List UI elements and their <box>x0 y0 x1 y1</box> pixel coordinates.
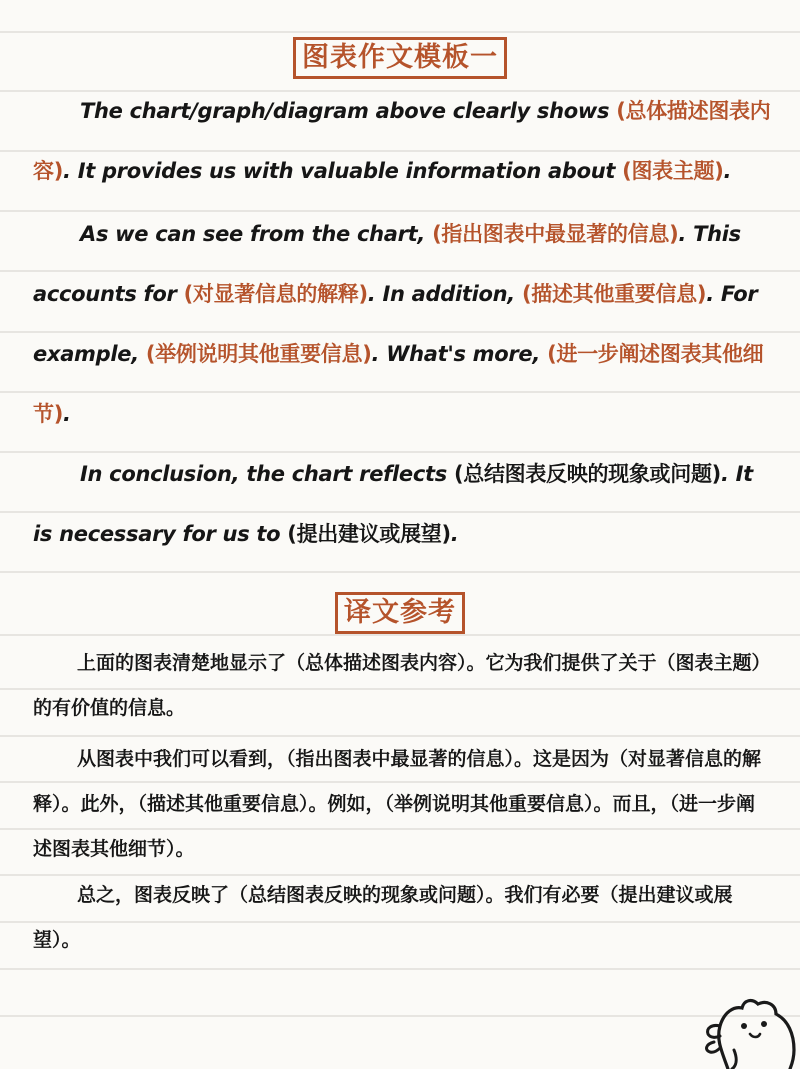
template-text: . In addition, <box>367 282 522 306</box>
template-text: In conclusion, the chart reflects <box>80 462 454 486</box>
rule-line <box>0 571 800 573</box>
placeholder-chinese: (总体描述图表内容) <box>33 99 771 183</box>
template-text: . What's more, <box>371 342 548 366</box>
template-text: The chart/graph/diagram above clearly shows <box>80 99 617 123</box>
placeholder-chinese: (提出建议或展望) <box>287 522 451 546</box>
translation-text-3: 总之，图表反映了（总结图表反映的现象或问题）。我们有必要（提出建议或展望）。 <box>33 884 733 951</box>
template-paragraph-3 <box>33 444 773 564</box>
translation-paragraph-1 <box>33 641 773 731</box>
placeholder-chinese: (指出图表中最显著的信息) <box>432 222 679 246</box>
rule-line <box>0 634 800 636</box>
placeholder-chinese: (举例说明其他重要信息) <box>145 342 372 366</box>
template-title: 图表作文模板一 <box>293 37 507 79</box>
rule-line <box>0 968 800 970</box>
placeholder-chinese: (描述其他重要信息) <box>521 282 707 306</box>
placeholder-chinese: (进一步阐述图表其他细节) <box>33 342 764 426</box>
translation-title: 译文参考 <box>335 592 465 634</box>
template-text: . For example, <box>33 282 758 366</box>
translation-text-1: 上面的图表清楚地显示了（总体描述图表内容）。它为我们提供了关于（图表主题）的有价值的信息。 <box>33 652 771 719</box>
rule-line <box>0 31 800 33</box>
template-paragraph-2 <box>33 204 773 444</box>
template-paragraph-1 <box>33 81 773 201</box>
translation-paragraph-3 <box>33 873 773 963</box>
template-text: . <box>450 522 459 546</box>
translation-paragraph-2 <box>33 737 773 872</box>
template-text: . This accounts for <box>33 222 741 306</box>
placeholder-chinese: (图表主题) <box>622 159 724 183</box>
rule-line <box>0 1015 800 1017</box>
placeholder-chinese: (总结图表反映的现象或问题) <box>453 462 721 486</box>
bear-doodle-icon <box>698 990 798 1069</box>
placeholder-chinese: (对显著信息的解释) <box>183 282 368 306</box>
template-text: . <box>63 402 71 426</box>
template-text: . It provides us with valuable information about <box>63 159 623 183</box>
template-text: . It is necessary for us to <box>33 462 753 546</box>
translation-text-2: 从图表中我们可以看到，（指出图表中最显著的信息）。这是因为（对显著信息的解释）。此外，（描述其他重要信息）。例如，（举例说明其他重要信息）。而且，（进一步阐述图表其他细节）。 <box>33 748 762 860</box>
template-text: . <box>723 159 732 183</box>
template-text: As we can see from the chart, <box>80 222 433 246</box>
